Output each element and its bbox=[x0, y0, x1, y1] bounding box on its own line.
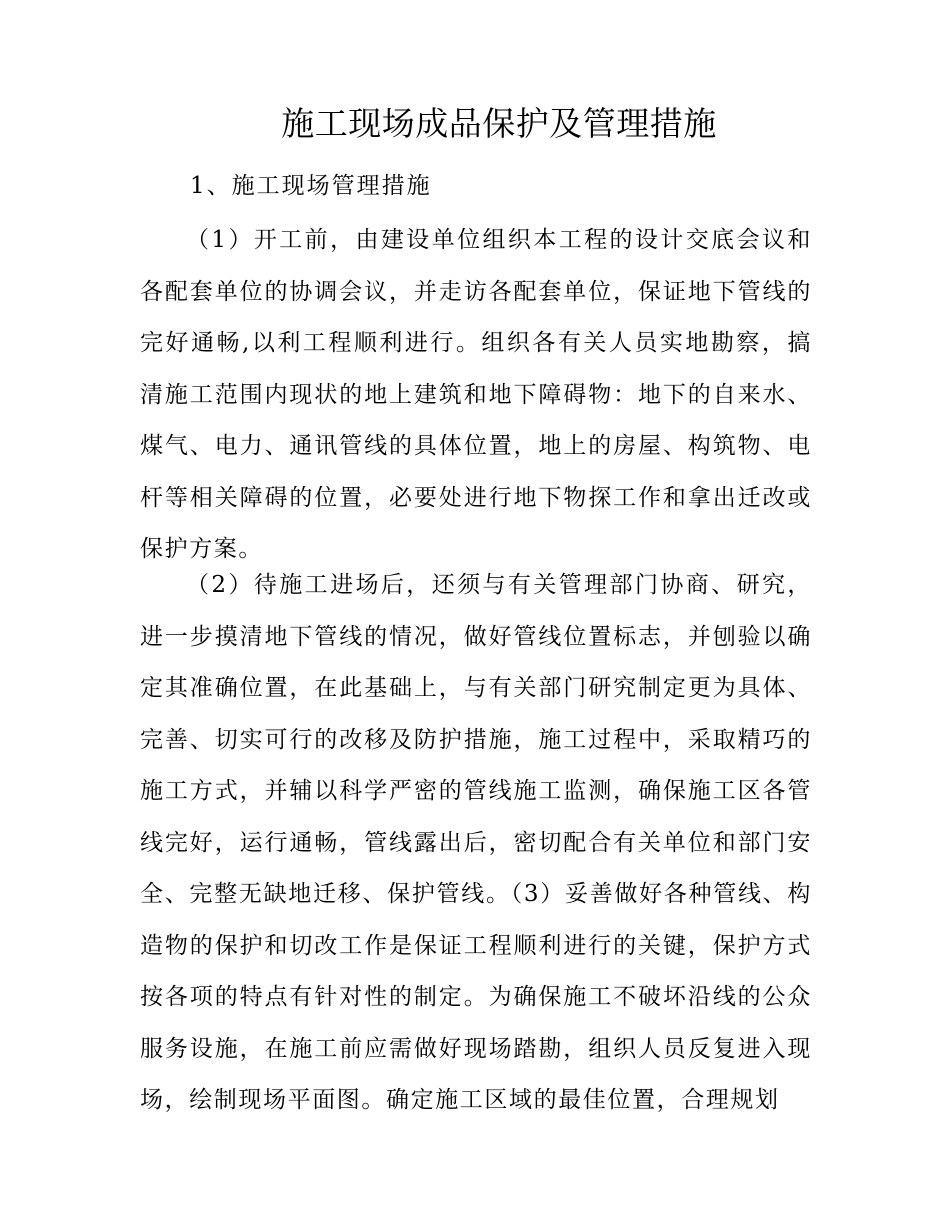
document-title: 施工现场成品保护及管理措施 bbox=[281, 104, 717, 143]
section-heading: 1、施工现场管理措施 bbox=[190, 173, 432, 199]
paragraph-2: （2）待施工进场后，还须与有关管理部门协商、研究，进一步摸清地下管线的情况，做好管线位置标志，并刨验以确定其准确位置，在此基础上，与有关部门研究制定更为具体、完善、切实可行的改移及防护措施，施工过程中，采取精巧的施工方式，并辅以科学严密的管线施工监测，确保施工区各管线完好，运行通畅，管线露出后，密切配合有关单位和部门安全、完整无缺地迁移、保护管线。（3）妥善做好各种管线、构造物的保护和切改工作是保证工程顺利进行的关键，保护方式按各项的特点有针对性的制定。为确保施工不破坏沿线的公众服务设施，在施工前应需做好现场踏勘，组织人员反复进入现场，绘制现场平面图。确定施工区域的最佳位置，合理规划 bbox=[140, 572, 812, 1113]
paragraph-1: （1）开工前，由建设单位组织本工程的设计交底会议和各配套单位的协调会议，并走访各配套单位，保证地下管线的完好通畅,以利工程顺利进行。组织各有关人员实地勘察，搞清施工范围内现状的地上建筑和地下障碍物：地下的自来水、煤气、电力、通讯管线的具体位置，地上的房屋、构筑物、电杆等相关障碍的位置，必要处进行地下物探工作和拿出迁改或保护方案。 bbox=[140, 227, 812, 562]
